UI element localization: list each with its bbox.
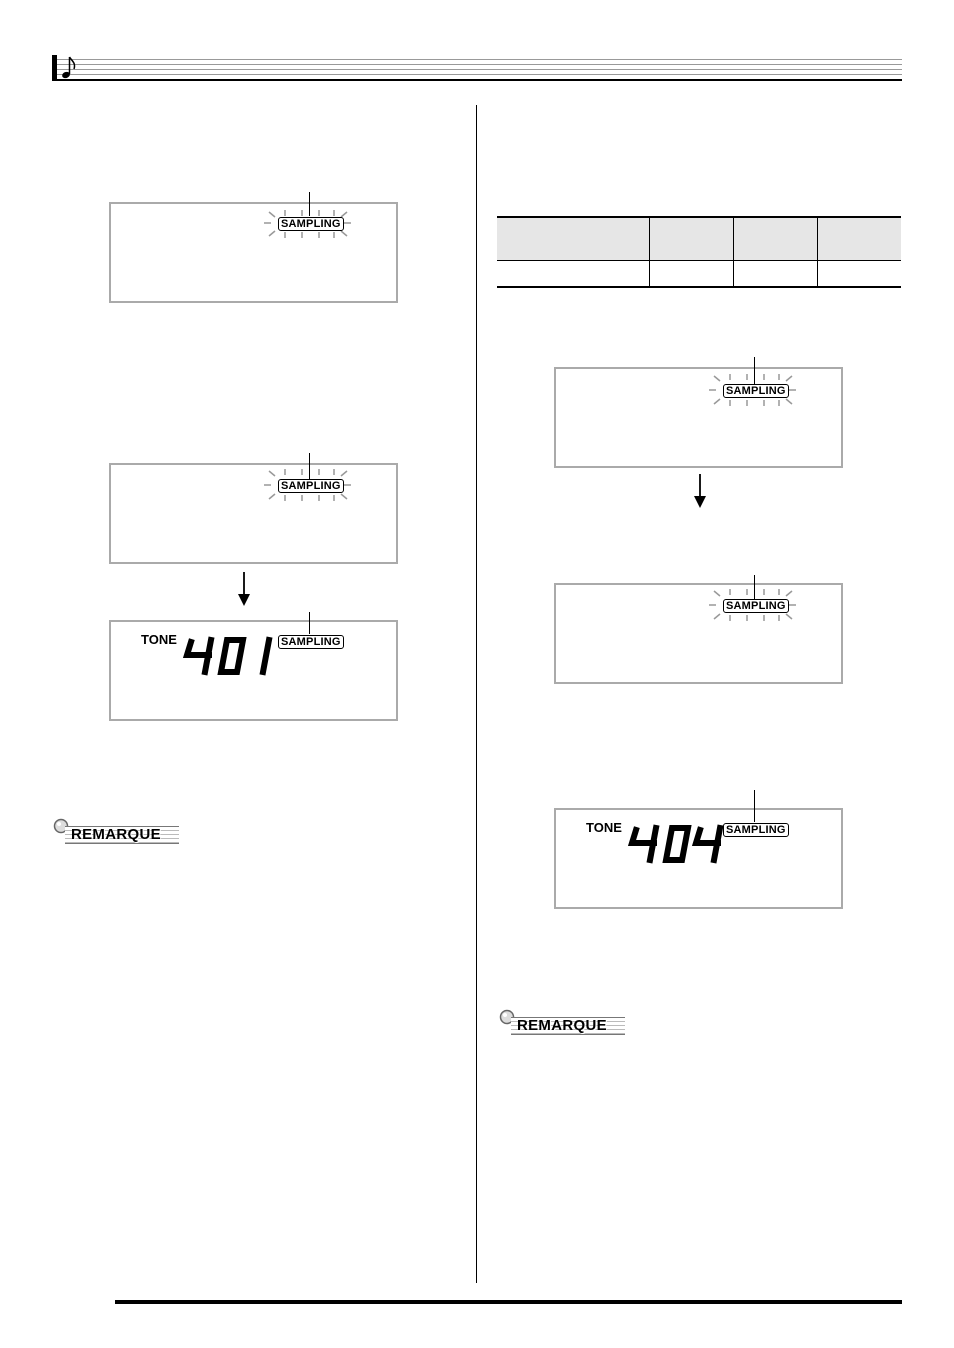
remarque-note-right (499, 1009, 629, 1035)
lcd-display-4 (554, 367, 843, 468)
indicator-pointer (309, 612, 310, 634)
lcd-display-5 (554, 583, 843, 684)
blink-rays-icon (556, 369, 845, 470)
tone-label: TONE (586, 820, 622, 835)
indicator-pointer (754, 357, 755, 384)
indicator-pointer (754, 575, 755, 599)
indicator-pointer (309, 192, 310, 216)
remarque-note-left (53, 818, 183, 844)
lcd-display-6 (554, 808, 843, 909)
lcd-display-1 (109, 202, 398, 303)
sampling-indicator: SAMPLING (723, 384, 789, 398)
indicator-pointer (309, 453, 310, 479)
column-divider (476, 105, 477, 1283)
tone-label: TONE (141, 632, 177, 647)
info-table (497, 216, 901, 288)
lcd-display-3 (109, 620, 398, 721)
sampling-indicator: SAMPLING (723, 823, 789, 837)
blink-rays-icon (111, 465, 400, 566)
sampling-indicator: SAMPLING (278, 217, 344, 231)
sampling-indicator: SAMPLING (278, 479, 344, 493)
eighth-note-icon (58, 55, 78, 81)
remarque-label: REMARQUE (517, 1017, 607, 1034)
down-arrow-icon (693, 474, 707, 508)
sampling-indicator: SAMPLING (278, 635, 344, 649)
staff-bar (52, 55, 57, 81)
seven-segment-digits (111, 622, 400, 723)
down-arrow-icon (237, 572, 251, 606)
lcd-display-2 (109, 463, 398, 564)
footer-rule (115, 1300, 902, 1304)
sampling-indicator: SAMPLING (723, 599, 789, 613)
blink-rays-icon (556, 585, 845, 686)
seven-segment-digits (556, 810, 845, 911)
blink-rays-icon (111, 204, 400, 305)
remarque-label: REMARQUE (71, 826, 161, 843)
indicator-pointer (754, 790, 755, 822)
table-header-row (497, 218, 901, 260)
header-staff (52, 55, 902, 81)
